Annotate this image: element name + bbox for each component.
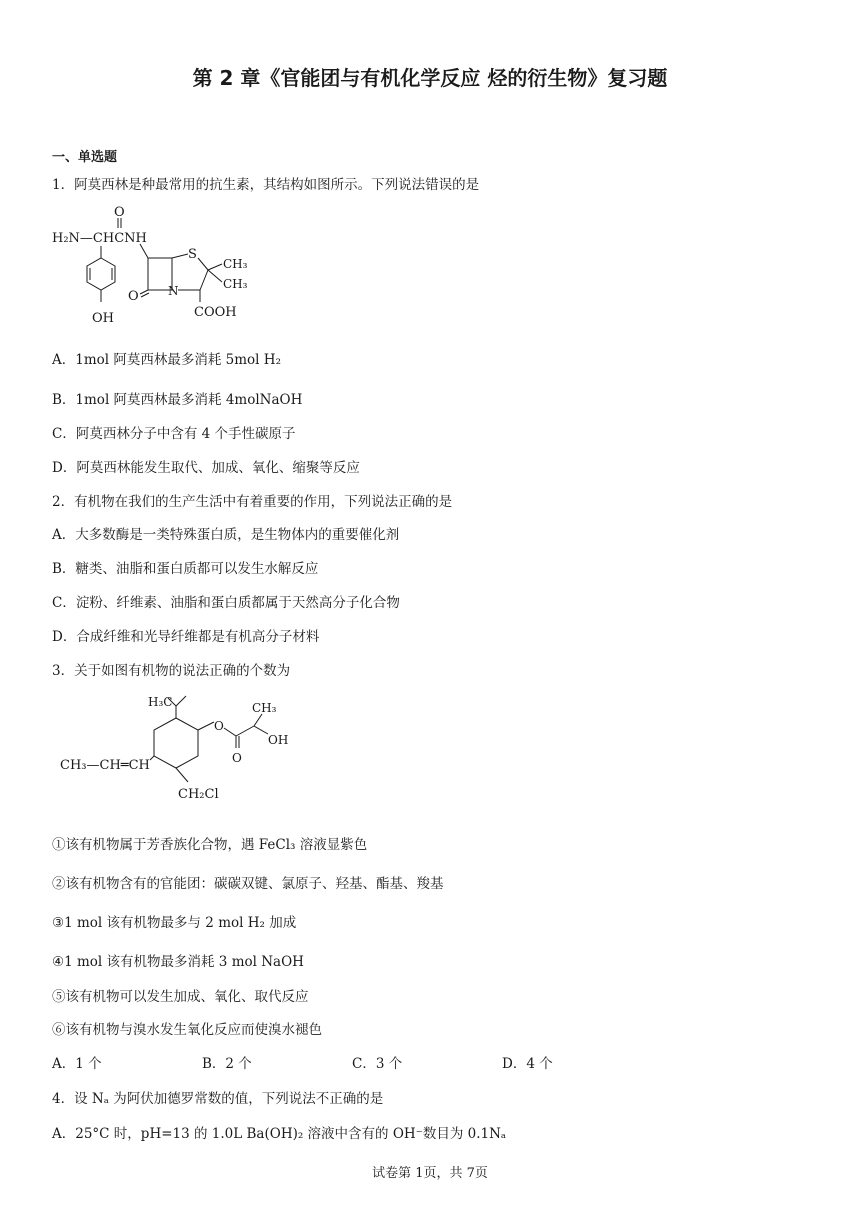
q3-struct-o-ring: O (214, 719, 224, 733)
q3-stem: 3．关于如图有机物的说法正确的个数为 (52, 663, 291, 679)
struct-o-top: O (114, 205, 125, 220)
page-title: 第 2 章《官能团与有机化学反应 烃的衍生物》复习题 (192, 66, 668, 90)
q3-option-c: C．3 个 (352, 1056, 403, 1072)
struct-oh: OH (92, 311, 114, 326)
section-heading: 一、单选题 (52, 150, 118, 165)
struct-cooh: COOH (194, 305, 237, 320)
amoxicillin-structure (48, 198, 268, 330)
q3-item-3: ③1 mol 该有机物最多与 2 mol H₂ 加成 (52, 915, 297, 931)
q1-option-b: B．1mol 阿莫西林最多消耗 4molNaOH (52, 392, 303, 408)
q1-option-c: C．阿莫西林分子中含有 4 个手性碳原子 (52, 426, 296, 442)
q1-stem: 1．阿莫西林是种最常用的抗生素，其结构如图所示。下列说法错误的是 (52, 177, 480, 193)
struct-h2n: H₂N—CHCNH (52, 231, 147, 246)
q3-option-b: B．2 个 (202, 1056, 252, 1072)
q3-struct-oh: OH (268, 733, 289, 747)
page-footer: 试卷第 1页，共 7页 (372, 1166, 488, 1181)
q3-struct-left-chain: CH₃—CH═CH (60, 758, 150, 773)
struct-n: N (168, 284, 179, 298)
q3-structure (56, 688, 316, 812)
q3-option-d: D．4 个 (502, 1056, 553, 1072)
q3-struct-ch2cl: CH₂Cl (178, 787, 219, 802)
q1-option-d: D．阿莫西林能发生取代、加成、氧化、缩聚等反应 (52, 460, 360, 476)
q3-option-a: A．1 个 (52, 1056, 102, 1072)
struct-o-left: O (128, 289, 139, 304)
q4-option-a: A．25°C 时，pH=13 的 1.0L Ba(OH)₂ 溶液中含有的 OH⁻数目为 0.1Nₐ (52, 1126, 507, 1142)
struct-ch3b: CH₃ (223, 277, 248, 291)
q2-option-d: D．合成纤维和光导纤维都是有机高分子材料 (52, 629, 320, 645)
q4-stem: 4．设 Nₐ 为阿伏加德罗常数的值，下列说法不正确的是 (52, 1091, 384, 1107)
struct-ch3a: CH₃ (223, 257, 248, 271)
q3-struct-o-carbonyl: O (232, 751, 242, 765)
q2-option-a: A．大多数酶是一类特殊蛋白质，是生物体内的重要催化剂 (52, 527, 400, 543)
q2-option-c: C．淀粉、纤维素、油脂和蛋白质都属于天然高分子化合物 (52, 595, 400, 611)
q3-struct-h3c: H₃C (148, 695, 173, 709)
q2-stem: 2．有机物在我们的生产生活中有着重要的作用，下列说法正确的是 (52, 494, 453, 510)
q2-option-b: B．糖类、油脂和蛋白质都可以发生水解反应 (52, 561, 319, 577)
q3-item-2: ②该有机物含有的官能团：碳碳双键、氯原子、羟基、酯基、羧基 (52, 876, 444, 892)
q3-item-5: ⑤该有机物可以发生加成、氧化、取代反应 (52, 989, 309, 1005)
q1-option-a: A．1mol 阿莫西林最多消耗 5mol H₂ (52, 352, 281, 368)
q3-item-1: ①该有机物属于芳香族化合物，遇 FeCl₃ 溶液显紫色 (52, 837, 368, 853)
q3-struct-ch3: CH₃ (252, 701, 277, 715)
struct-s: S (188, 247, 197, 262)
q3-item-4: ④1 mol 该有机物最多消耗 3 mol NaOH (52, 954, 304, 970)
q3-item-6: ⑥该有机物与溴水发生氧化反应而使溴水褪色 (52, 1022, 322, 1038)
